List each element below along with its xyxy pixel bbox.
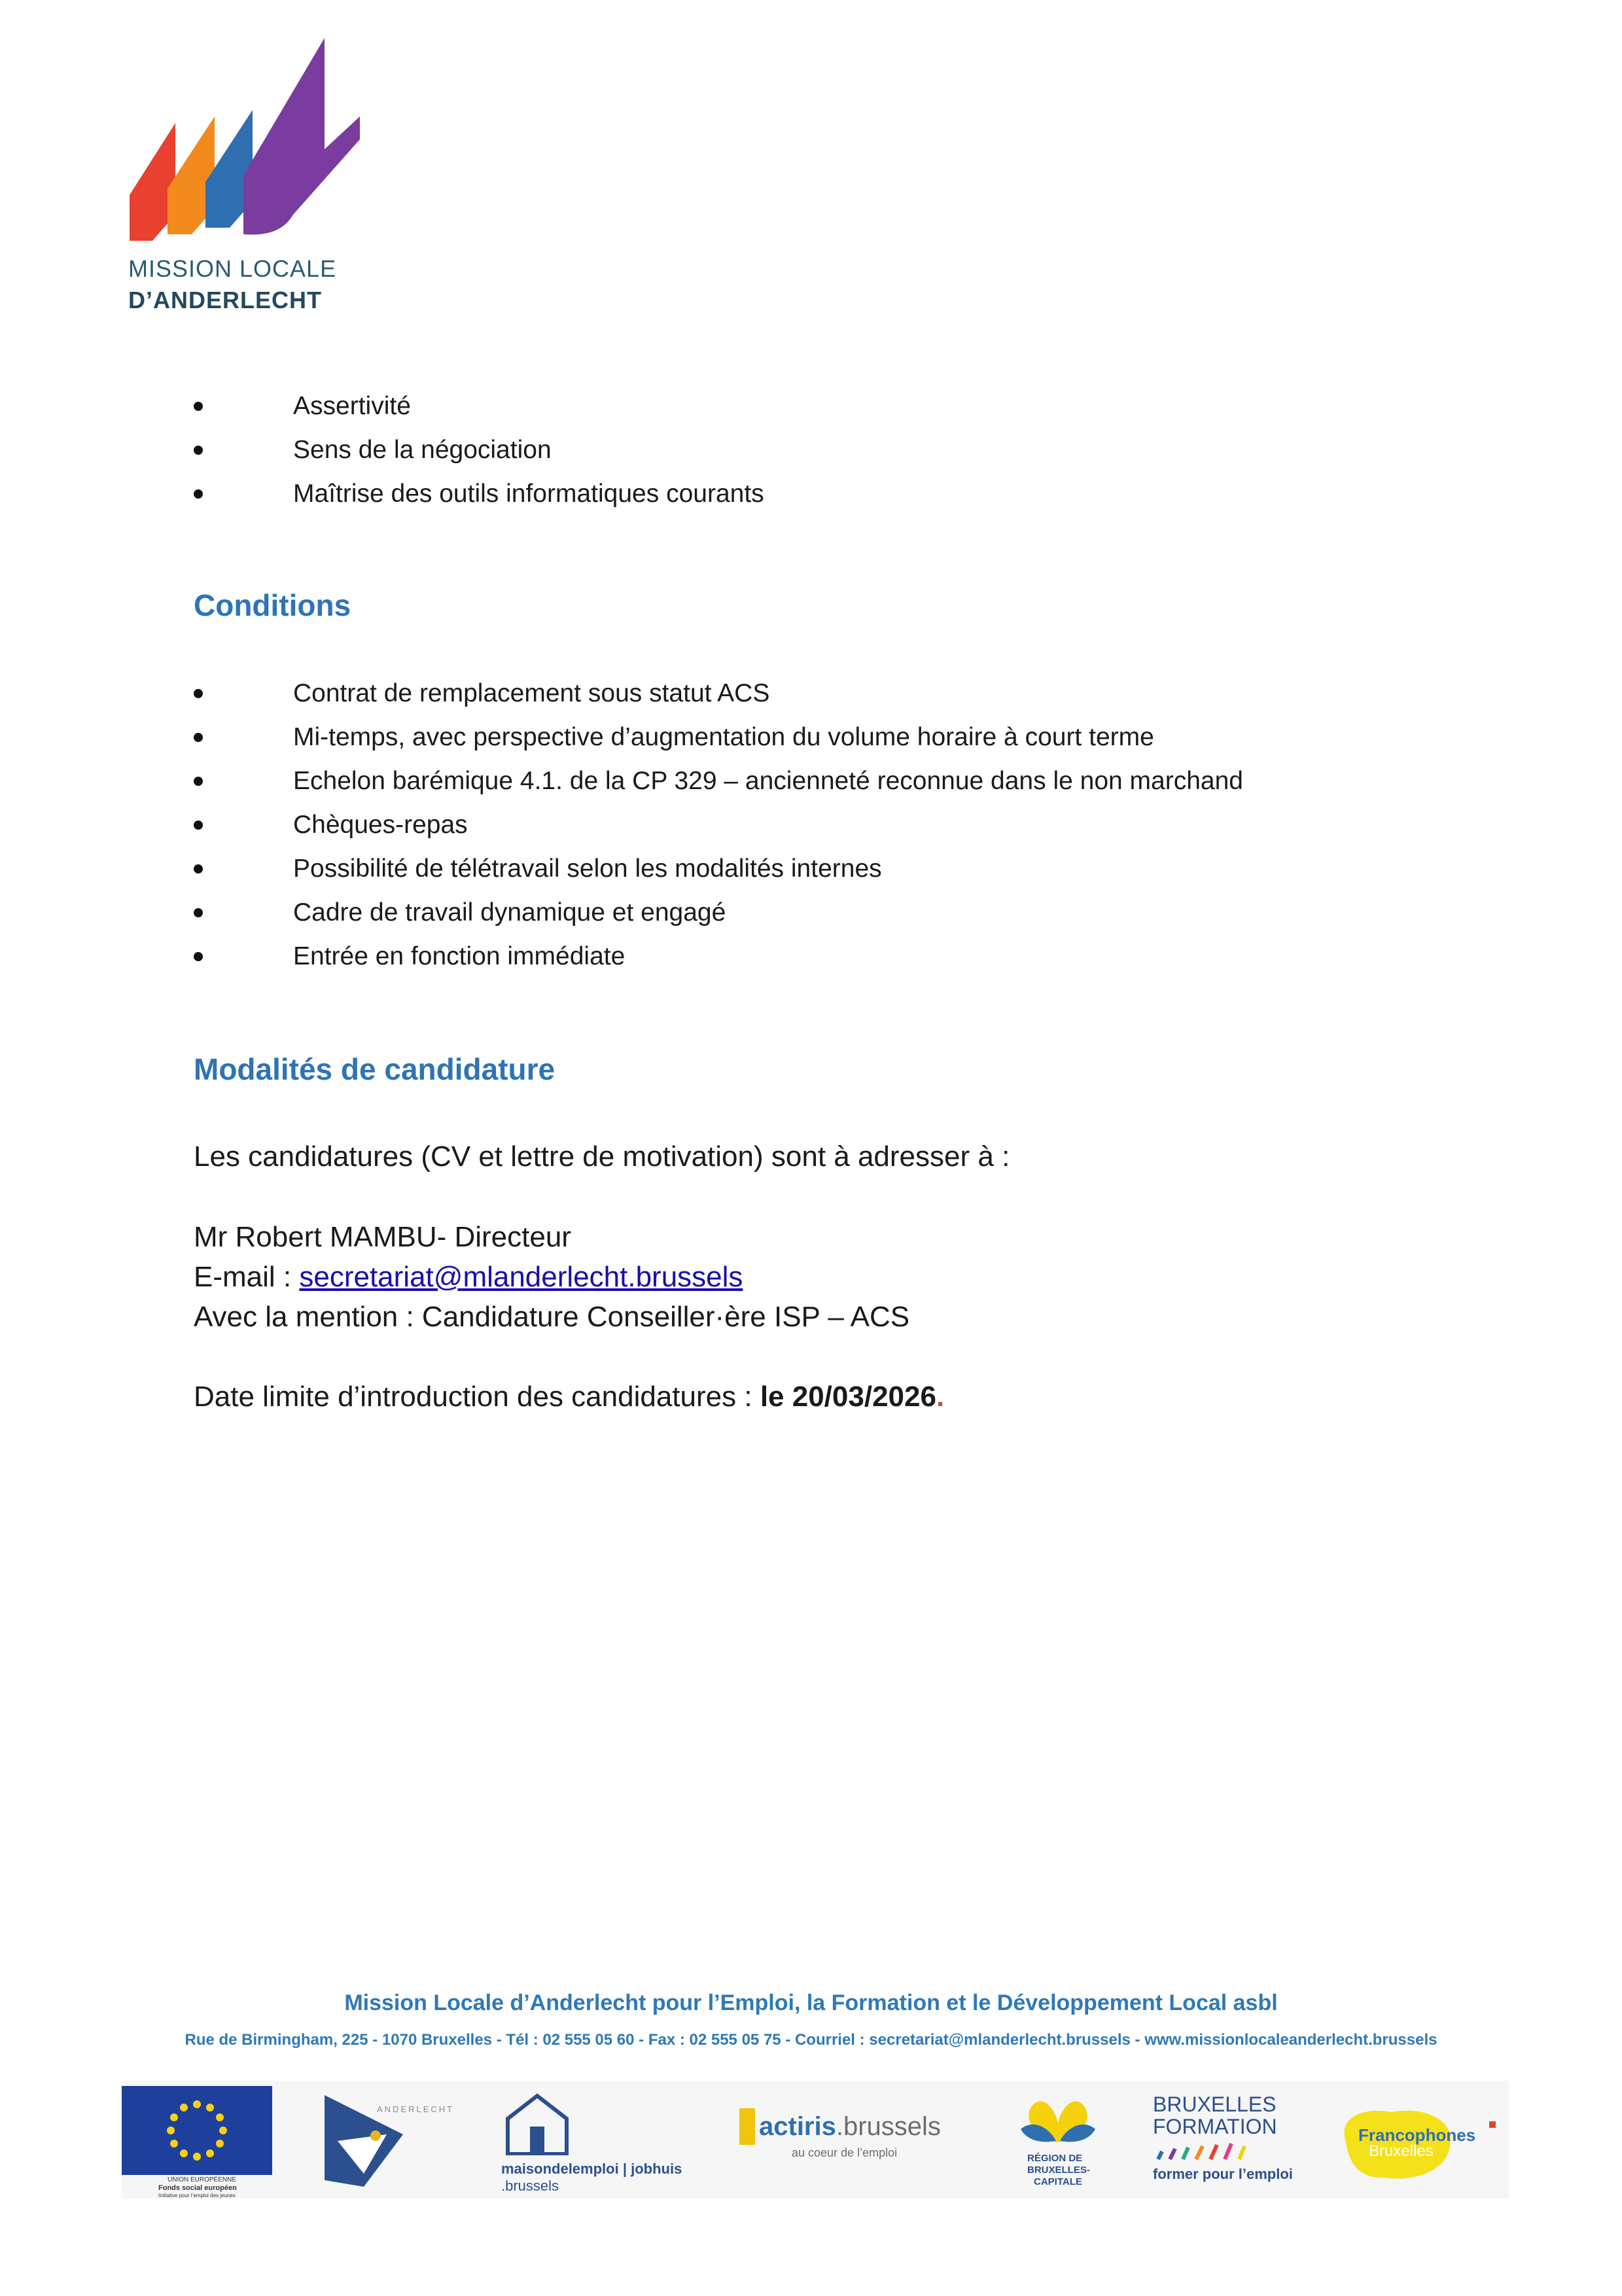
- logo-stripe-purple: [243, 38, 360, 235]
- footer-address: Rue de Birmingham, 225 - 1070 Bruxelles - Tél : 02 555 05 60 - Fax : 02 555 05 75 - Courriel : secretariat@mlanderlecht.brussels - www.missionlocaleanderlecht.brussels: [185, 2031, 1437, 2049]
- footer-title: Mission Locale d’Anderlecht pour l’Emploi, la Formation et le Développement Local asbl: [344, 1990, 1278, 2015]
- conditions-heading: Conditions: [194, 588, 351, 622]
- contact-name: Mr Robert MAMBU- Directeur: [194, 1221, 571, 1253]
- list-item: Possibilité de télétravail selon les modalités internes: [194, 847, 1243, 891]
- bf-text-2: FORMATION: [1153, 2115, 1277, 2138]
- eu-text-3: Initiative pour l’emploi des jeunes: [158, 2193, 236, 2199]
- list-item: Cadre de travail dynamique et engagé: [194, 891, 1243, 934]
- bf-text-1: BRUXELLES: [1153, 2093, 1277, 2116]
- email-label: E-mail :: [194, 1261, 300, 1293]
- bf-stripes-icon: [1153, 2142, 1284, 2162]
- email-line: [194, 1257, 909, 1297]
- list-item: Echelon barémique 4.1. de la CP 329 – ancienneté reconnue dans le non marchand: [194, 759, 1243, 803]
- actiris-domain: .brussels: [836, 2112, 941, 2141]
- eu-logo: [122, 2086, 272, 2197]
- logo-text-line2: D’ANDERLECHT: [128, 287, 322, 313]
- conditions-list: [194, 671, 1243, 978]
- partner-logos: [122, 2081, 1509, 2199]
- maison-emploi-text-1: maisondelemploi | jobhuis: [501, 2161, 682, 2177]
- application-heading: Modalités de candidature: [194, 1052, 555, 1086]
- anderlecht-text: ANDERLECHT: [377, 2104, 455, 2114]
- logo-text-line1: MISSION LOCALE: [128, 255, 337, 282]
- actiris-name: [759, 2112, 941, 2142]
- application-intro: Les candidatures (CV et lettre de motivation) sont à adresser à :: [194, 1140, 1010, 1173]
- bf-tagline: former pour l’emploi: [1153, 2166, 1293, 2182]
- maison-emploi-logo: [501, 2093, 697, 2197]
- subject-mention: Avec la mention : Candidature Conseiller·ère ISP – ACS: [194, 1301, 910, 1333]
- list-item: Contrat de remplacement sous statut ACS: [194, 671, 1243, 715]
- email-link[interactable]: secretariat@mlanderlecht.brussels: [299, 1261, 743, 1293]
- bruxelles-formation-logo: [1153, 2093, 1303, 2197]
- list-item: Sens de la négociation: [194, 428, 764, 472]
- logo-mark: [116, 18, 378, 254]
- fb-text-1: Francophones: [1358, 2125, 1476, 2145]
- region-bruxelles-logo: [1015, 2090, 1114, 2195]
- contact-block: [194, 1217, 909, 1337]
- region-text-3: CAPITALE: [1034, 2176, 1082, 2187]
- fb-dot-icon: [1489, 2121, 1496, 2128]
- list-item: Maîtrise des outils informatiques courants: [194, 472, 764, 516]
- skills-list: [194, 384, 764, 516]
- fb-text-2: Bruxelles: [1369, 2142, 1434, 2160]
- house-icon: [501, 2093, 573, 2155]
- actiris-tagline: au coeur de l’emploi: [792, 2146, 898, 2159]
- deadline-line: [194, 1377, 944, 1417]
- region-text-2: BRUXELLES-: [1027, 2164, 1090, 2176]
- francophones-bruxelles-logo: [1332, 2100, 1502, 2192]
- eu-flag-icon: [122, 2086, 272, 2175]
- list-item: Entrée en fonction immédiate: [194, 934, 1243, 978]
- deadline-date: le 20/03/2026: [760, 1381, 936, 1413]
- maison-emploi-text-2: .brussels: [501, 2178, 559, 2194]
- list-item: Mi-temps, avec perspective d’augmentation du volume horaire à court terme: [194, 715, 1243, 759]
- actiris-mark-icon: [739, 2108, 755, 2145]
- iris-flower-icon: [1015, 2090, 1101, 2149]
- region-text-1: RÉGION DE: [1027, 2153, 1083, 2164]
- list-item: Chèques-repas: [194, 803, 1243, 847]
- eu-text-1: UNION EUROPÉENNE: [167, 2176, 237, 2183]
- deadline-label: Date limite d’introduction des candidatures :: [194, 1381, 760, 1413]
- organization-logo: [116, 18, 378, 332]
- list-item: Assertivité: [194, 384, 764, 428]
- anderlecht-logo: [325, 2095, 455, 2187]
- actiris-text: actiris: [759, 2112, 836, 2141]
- actiris-logo: [739, 2108, 975, 2167]
- deadline-period: .: [936, 1381, 945, 1413]
- eu-text-2: Fonds social européen: [158, 2184, 237, 2192]
